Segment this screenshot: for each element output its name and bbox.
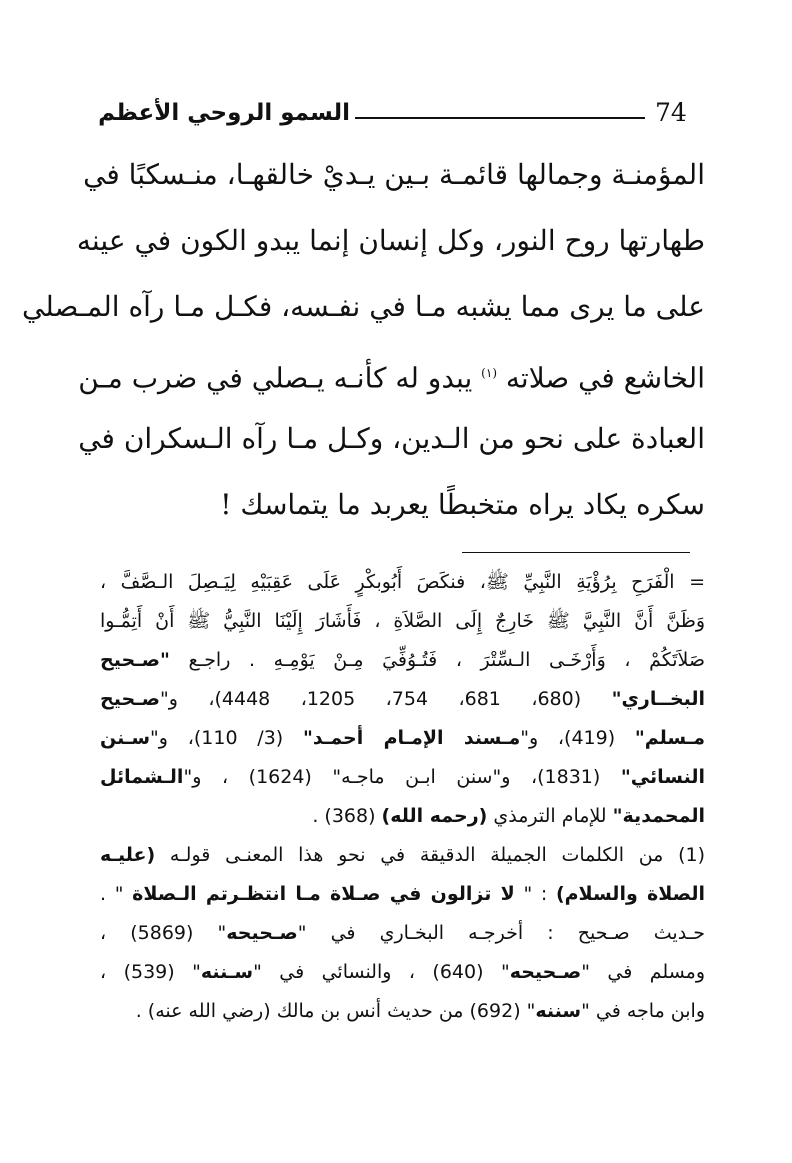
footnote-text: : ": [514, 883, 556, 905]
source-title: "صـحيح: [100, 649, 170, 671]
source-title: البخــاري": [611, 688, 706, 710]
footnote-text: " (640) ، والنسائي في ": [253, 961, 510, 983]
footnote-text: ومسلم في ": [581, 961, 705, 983]
body-line: [78, 340, 705, 406]
body-line: سكره يكاد يراه متخبطًا يعربد ما يتماسك !: [220, 488, 705, 521]
page-number: 74: [655, 98, 687, 127]
source-title: صـحيحه: [509, 961, 582, 983]
footnote-text: (419)، و": [520, 727, 635, 749]
source-title: سـننه: [200, 961, 254, 983]
footnote-line: [100, 953, 705, 992]
footnote-reference[interactable]: (١): [481, 366, 497, 380]
footnote-line: وَظَنَّ أَنَّ النَّبِيَّ ﷺ خَارِجٌ إِلَى الصَّلاَةِ ، فَأَشَارَ إِلَيْنَا النَّبِيُّ ﷺ أَنْ أَتِمُّـوا: [100, 610, 705, 632]
source-title: النسائي": [620, 766, 706, 788]
running-title: السمو الروحي الأعظم: [98, 100, 350, 126]
body-line: طهارتها روح النور، وكل إنسان إنما يبدو الكون في عينه: [76, 224, 705, 257]
footnote-line: [100, 875, 705, 914]
source-title: الـشمائل: [100, 766, 184, 788]
honorific: (عليـه: [100, 844, 156, 866]
footnote-text: حـديث صـحيح : أخرجـه البخـاري في ": [297, 922, 705, 944]
honorific: الصلاة والسلام): [555, 883, 706, 905]
footnote-line: [100, 680, 705, 719]
footnote-text: (3/ 110)، و": [150, 727, 303, 749]
page-header: [100, 96, 705, 140]
source-title: المحمدية": [612, 805, 705, 827]
footnote-separator: [462, 552, 690, 553]
footnote-line: [100, 836, 705, 875]
footnote-line: [100, 914, 705, 953]
footnote-line: [100, 758, 705, 797]
source-title: صـحيحه: [226, 922, 298, 944]
footnote-text: " (5869) ،: [100, 922, 227, 944]
main-paragraph: [21, 142, 705, 538]
footnote-text: (368) .: [312, 805, 382, 827]
footnote-line: [100, 641, 705, 680]
honorific: (رحمه الله): [381, 805, 488, 827]
header-rule: [355, 117, 645, 119]
source-title: مـسند الإمـام أحمـد": [302, 727, 521, 749]
footnote-text: (1831)، و"سنن ابـن ماجـه" (1624) ، و": [183, 766, 621, 788]
body-line: المؤمنـة وجمالها قائمـة بـين يـديْ خالقهـا، منـسكبًا في: [83, 158, 705, 191]
body-line: العبادة على نحو من الـدين، وكـل مـا رآه الـسكران في: [78, 422, 705, 455]
footnote-text: " (692) من حديث أنس بن مالك (رضي الله عنه) .: [135, 1000, 536, 1022]
footnote-text: للإمام الترمذي: [487, 805, 613, 827]
footnote-line: = الْفَرَحِ بِرُؤْيَةِ النَّبِيِّ ﷺ، فنكَصَ أَبُوبكْرٍ عَلَى عَقِبَيْهِ لِيَـصِلَ الـصَّفَّ ،: [100, 571, 705, 593]
hadith-quote: لا تزالون في صـلاة مـا انتظـرتم الـصلاة: [132, 883, 515, 905]
footnote-text: (680، 681، 754، 1205، 4448)، و": [160, 688, 612, 710]
body-line-end: يبدو له كأنـه يـصلي في ضرب مـن: [78, 361, 473, 395]
source-title: مـسلم": [634, 727, 706, 749]
source-title: سننه: [535, 1000, 582, 1022]
footnote-text: " (539) ،: [100, 961, 201, 983]
body-line-start: الخاشع في صلاته: [505, 361, 705, 395]
footnote-line: [100, 992, 705, 1031]
source-title: سـنن: [100, 727, 151, 749]
footnote-text: (1) من الكلمات الجميلة الدقيقة في نحو هذا المعنـى قولـه: [155, 844, 705, 866]
footnote-text: صَلاَتَكُمْ ، وَأَرْخَـى الـسِّتْرَ ، فَتُـوُفِّيَ مِـنْ يَوْمِـهِ . راجـع: [169, 649, 705, 671]
footnote-text: " .: [100, 883, 133, 905]
body-line: على ما يرى مما يشبه مـا في نفـسه، فكـل مـا رآه المـصلي: [21, 290, 705, 323]
footnote-line: [100, 797, 705, 836]
footnote-text: وابن ماجه في ": [581, 1000, 705, 1022]
footnote-line: [100, 719, 705, 758]
source-title: صـحيح: [100, 688, 160, 710]
footnotes: [100, 563, 705, 1031]
